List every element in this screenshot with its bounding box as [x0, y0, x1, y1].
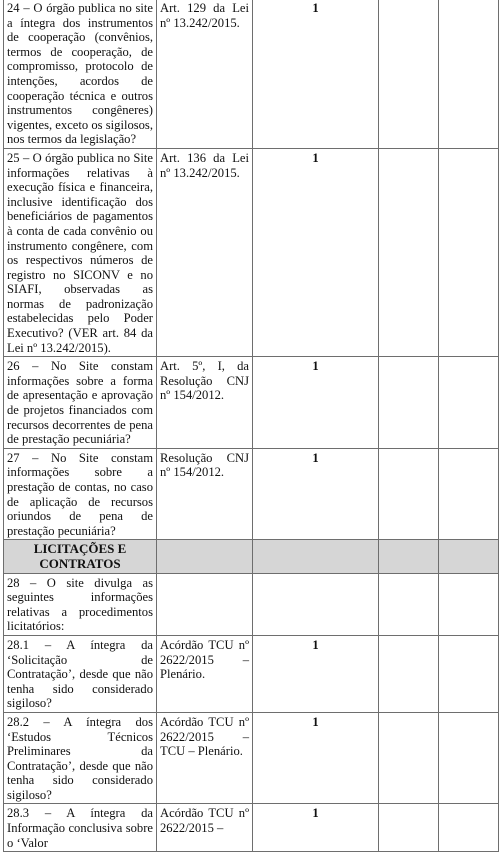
empty-cell [379, 148, 439, 356]
table-row [4, 635, 499, 712]
table-row [4, 357, 499, 449]
empty-cell [379, 712, 439, 804]
empty-cell [379, 540, 439, 573]
requirement-cell: 27 – No Site constam informações sobre a prestação de contas, no caso de aplicação de recursos oriundos de pena de prestação pecuniária? [4, 448, 157, 540]
empty-cell [439, 804, 499, 852]
empty-cell [157, 573, 253, 635]
legal-reference-cell: Art. 5º, I, da Resolução CNJ nº 154/2012. [157, 357, 253, 449]
empty-cell [439, 448, 499, 540]
empty-cell [379, 357, 439, 449]
legal-reference-cell: Art. 129 da Lei nº 13.242/2015. [157, 0, 253, 148]
legal-reference-cell: Acórdão TCU nº 2622/2015 – TCU – Plenário. [157, 712, 253, 804]
empty-cell [439, 540, 499, 573]
score-cell: 1 [253, 148, 379, 356]
table-row [4, 0, 499, 148]
score-cell: 1 [253, 357, 379, 449]
requirement-cell: 28.1 – A íntegra da ‘Solicitação de Contratação’, desde que não tenha sido considerado sigiloso? [4, 635, 157, 712]
empty-cell [253, 573, 379, 635]
empty-cell [253, 540, 379, 573]
legal-reference-cell: Art. 136 da Lei nº 13.242/2015. [157, 148, 253, 356]
table-row [4, 448, 499, 540]
transparency-checklist-table [3, 0, 499, 852]
empty-cell [379, 573, 439, 635]
table-row [4, 804, 499, 852]
score-cell: 1 [253, 635, 379, 712]
empty-cell [439, 148, 499, 356]
empty-cell [379, 448, 439, 540]
score-cell: 1 [253, 0, 379, 148]
empty-cell [379, 0, 439, 148]
requirement-cell: 24 – O órgão publica no site a íntegra dos instrumentos de cooperação (convênios, termos de cooperação, de compromisso, protocolo de intenções, acordos de cooperação técnica e outros instrumentos congêneres) vigentes, exceto os sigilosos, nos termos da legislação? [4, 0, 157, 148]
score-cell: 1 [253, 712, 379, 804]
requirement-cell: 28.3 – A íntegra da Informação conclusiva sobre o ‘Valor [4, 804, 157, 852]
empty-cell [157, 540, 253, 573]
score-cell: 1 [253, 448, 379, 540]
requirement-cell: 25 – O órgão publica no Site informações relativas à execução física e financeira, inclusive identificação dos beneficiários de pagamentos à conta de cada convênio ou instrumento congênere, com os respectivos números de registro no SICONV e no SIAFI, observadas as normas de padronização estabelecidas pelo Poder Executivo? (VER art. 84 da Lei nº 13.242/2015). [4, 148, 157, 356]
requirement-cell: 26 – No Site constam informações sobre a forma de apresentação e aprovação de projetos financiados com recursos decorrentes de pena de prestação pecuniária? [4, 357, 157, 449]
empty-cell [379, 804, 439, 852]
table-row [4, 712, 499, 804]
empty-cell [439, 357, 499, 449]
table-row [4, 148, 499, 356]
empty-cell [439, 573, 499, 635]
legal-reference-cell: Resolução CNJ nº 154/2012. [157, 448, 253, 540]
score-cell: 1 [253, 804, 379, 852]
table-row [4, 573, 499, 635]
empty-cell [439, 635, 499, 712]
empty-cell [439, 712, 499, 804]
empty-cell [439, 0, 499, 148]
legal-reference-cell: Acórdão TCU nº 2622/2015 – [157, 804, 253, 852]
requirement-cell: 28.2 – A íntegra dos ‘Estudos Técnicos Preliminares da Contratação’, desde que não tenha sido considerado sigiloso? [4, 712, 157, 804]
requirement-cell: 28 – O site divulga as seguintes informações relativas a procedimentos licitatórios: [4, 573, 157, 635]
legal-reference-cell: Acórdão TCU nº 2622/2015 – Plenário. [157, 635, 253, 712]
section-header-row [4, 540, 499, 573]
empty-cell [379, 635, 439, 712]
section-title: LICITAÇÕES E CONTRATOS [4, 540, 157, 573]
